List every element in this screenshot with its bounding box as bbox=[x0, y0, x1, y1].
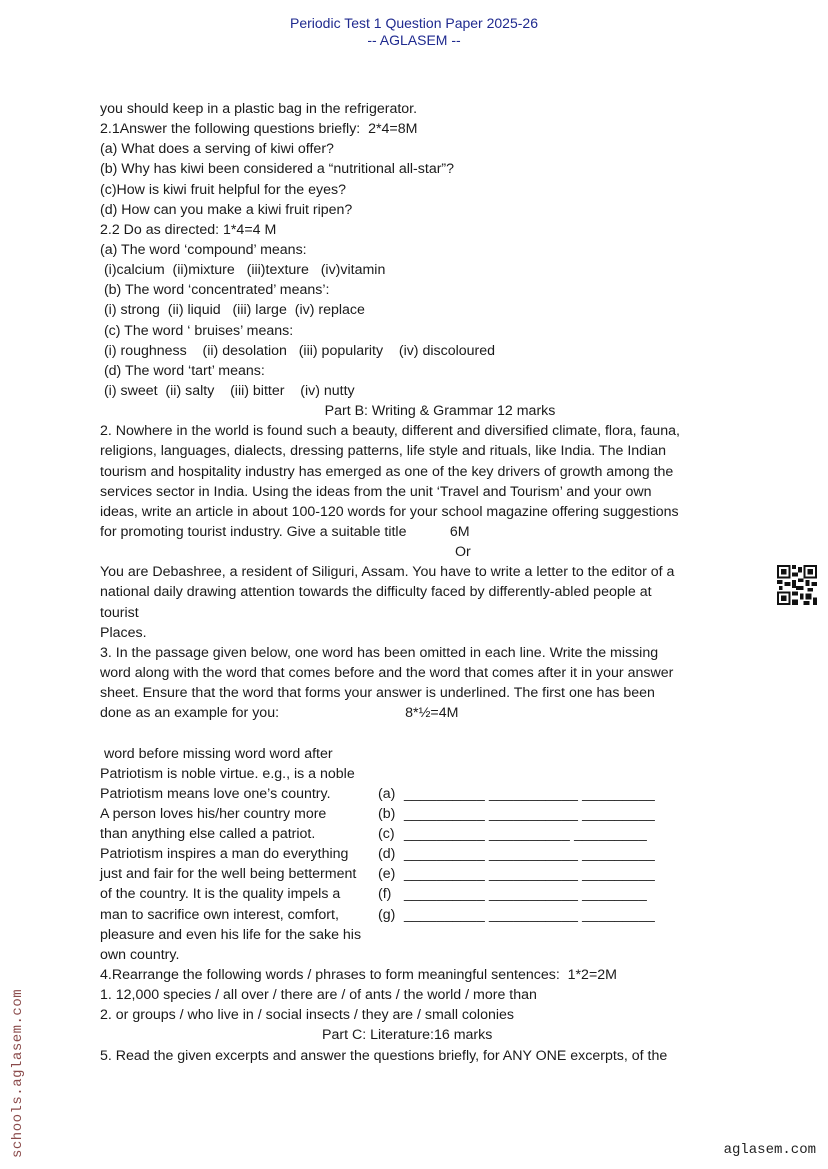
passage-row-a bbox=[100, 784, 740, 804]
blank-line bbox=[100, 723, 740, 743]
options-line: (i) strong (ii) liquid (iii) large (iv) replace bbox=[100, 302, 365, 319]
alternative-question-text: You are Debashree, a resident of Siliguri, Assam. You have to write a letter to the editor of a bbox=[100, 564, 675, 581]
passage-row-c bbox=[100, 824, 740, 844]
question-2-text: services sector in India. Using the ideas from the unit ‘Travel and Tourism’ and your own bbox=[100, 483, 652, 500]
footer-watermark: aglasem.com bbox=[723, 1142, 816, 1158]
question-4-heading: 4.Rearrange the following words / phrases to form meaningful sentences: 1*2=2M bbox=[100, 967, 617, 984]
question-item: 1. 12,000 species / all over / there are / of ants / the world / more than bbox=[100, 987, 537, 1004]
question-2-text: 2. Nowhere in the world is found such a beauty, different and diversified climate, flora, fauna, bbox=[100, 423, 680, 440]
question-3-text: word along with the word that comes before and the word that comes after it in your answer bbox=[100, 664, 674, 681]
row-label: (c) bbox=[378, 826, 395, 843]
example-line: Patriotism is noble virtue. e.g., is a noble bbox=[100, 765, 355, 782]
qr-code-icon[interactable] bbox=[777, 565, 817, 605]
row-label: (g) bbox=[378, 906, 396, 923]
paper-title: Periodic Test 1 Question Paper 2025-26 bbox=[289, 15, 538, 31]
options-line: (i) sweet (ii) salty (iii) bitter (iv) nutty bbox=[100, 382, 355, 399]
question-item: (c) The word ‘ bruises’ means: bbox=[100, 322, 294, 339]
question-item: (d) How can you make a kiwi fruit ripen? bbox=[100, 201, 353, 218]
answer-blanks: __________ ___________ ________ bbox=[404, 886, 647, 903]
question-2-text: religions, languages, dialects, dressing patterns, life style and rituals, like India. The Indian bbox=[100, 443, 666, 460]
answer-blanks: __________ ___________ _________ bbox=[404, 785, 655, 802]
alternative-question-text: Places. bbox=[100, 624, 147, 641]
passage-text: own country. bbox=[100, 946, 180, 963]
side-watermark: schools.aglasem.com bbox=[10, 988, 26, 1158]
paper-subtitle: -- AGLASEM -- bbox=[367, 32, 461, 48]
answer-blanks: __________ __________ _________ bbox=[404, 826, 647, 843]
passage-text: pleasure and even his life for the sake his bbox=[100, 926, 362, 943]
question-item: 2. or groups / who live in / social insects / they are / small colonies bbox=[100, 1007, 514, 1024]
passage-text: than anything else called a patriot. bbox=[100, 826, 316, 843]
table-header: word before missing word word after bbox=[100, 745, 333, 762]
passage-text: of the country. It is the quality impels a bbox=[100, 886, 341, 903]
question-3-text: sheet. Ensure that the word that forms your answer is underlined. The first one has been bbox=[100, 685, 655, 702]
passage-text: A person loves his/her country more bbox=[100, 805, 327, 822]
question-2-text: ideas, write an article in about 100-120 words for your school magazine offering suggestions bbox=[100, 503, 679, 520]
answer-blanks: __________ ___________ _________ bbox=[404, 805, 655, 822]
question-item: (d) The word ‘tart’ means: bbox=[100, 362, 265, 379]
passage-text: Patriotism inspires a man do everything bbox=[100, 846, 349, 863]
passage-text: just and fair for the well being betterment bbox=[100, 866, 357, 883]
question-item: (b) The word ‘concentrated’ means’: bbox=[100, 282, 330, 299]
passage-row-f bbox=[100, 884, 740, 904]
row-label: (a) bbox=[378, 785, 396, 802]
question-5-text: 5. Read the given excerpts and answer the questions briefly, for ANY ONE excerpts, of the bbox=[100, 1047, 668, 1064]
question-2-2-heading: 2.2 Do as directed: 1*4=4 M bbox=[100, 221, 277, 238]
alternative-question-text: tourist bbox=[100, 604, 139, 621]
page-header bbox=[0, 15, 828, 49]
row-label: (d) bbox=[378, 846, 396, 863]
row-label: (f) bbox=[378, 886, 392, 903]
section-heading-part-c: Part C: Literature:16 marks bbox=[322, 1027, 493, 1044]
passage-row-b bbox=[100, 804, 740, 824]
answer-blanks: __________ ___________ _________ bbox=[404, 846, 655, 863]
passage-text: Patriotism means love one’s country. bbox=[100, 785, 331, 802]
answer-blanks: __________ ___________ _________ bbox=[404, 906, 655, 923]
question-2-text: tourism and hospitality industry has emerged as one of the key drivers of growth among the bbox=[100, 463, 674, 480]
options-line: (i) roughness (ii) desolation (iii) popularity (iv) discoloured bbox=[100, 342, 496, 359]
question-2-1-heading: 2.1Answer the following questions briefly: 2*4=8M bbox=[100, 121, 418, 138]
row-label: (e) bbox=[378, 866, 396, 883]
text-line: you should keep in a plastic bag in the refrigerator. bbox=[100, 101, 418, 117]
section-heading-part-b: Part B: Writing & Grammar 12 marks bbox=[324, 403, 556, 420]
passage-row-d bbox=[100, 844, 740, 864]
row-label: (b) bbox=[378, 805, 396, 822]
question-2-text: for promoting tourist industry. Give a suitable title 6M bbox=[100, 523, 470, 540]
alternative-question-text: national daily drawing attention towards the difficulty faced by differently-abled people at bbox=[100, 584, 652, 601]
question-3-text: 3. In the passage given below, one word has been omitted in each line. Write the missing bbox=[100, 644, 659, 661]
question-item: (a) What does a serving of kiwi offer? bbox=[100, 141, 334, 158]
or-separator: Or bbox=[455, 544, 471, 561]
passage-row-e bbox=[100, 864, 740, 884]
question-paper-body bbox=[100, 99, 740, 1066]
question-item: (c)How is kiwi fruit helpful for the eyes? bbox=[100, 181, 347, 198]
options-line: (i)calcium (ii)mixture (iii)texture (iv)vitamin bbox=[100, 262, 386, 279]
answer-blanks: __________ ___________ _________ bbox=[404, 866, 655, 883]
question-item: (a) The word ‘compound’ means: bbox=[100, 241, 307, 258]
passage-row-g bbox=[100, 905, 740, 925]
question-item: (b) Why has kiwi been considered a “nutritional all-star”? bbox=[100, 161, 455, 178]
passage-text: man to sacrifice own interest, comfort, bbox=[100, 906, 339, 923]
question-3-text: done as an example for you: 8*½=4M bbox=[100, 705, 459, 722]
